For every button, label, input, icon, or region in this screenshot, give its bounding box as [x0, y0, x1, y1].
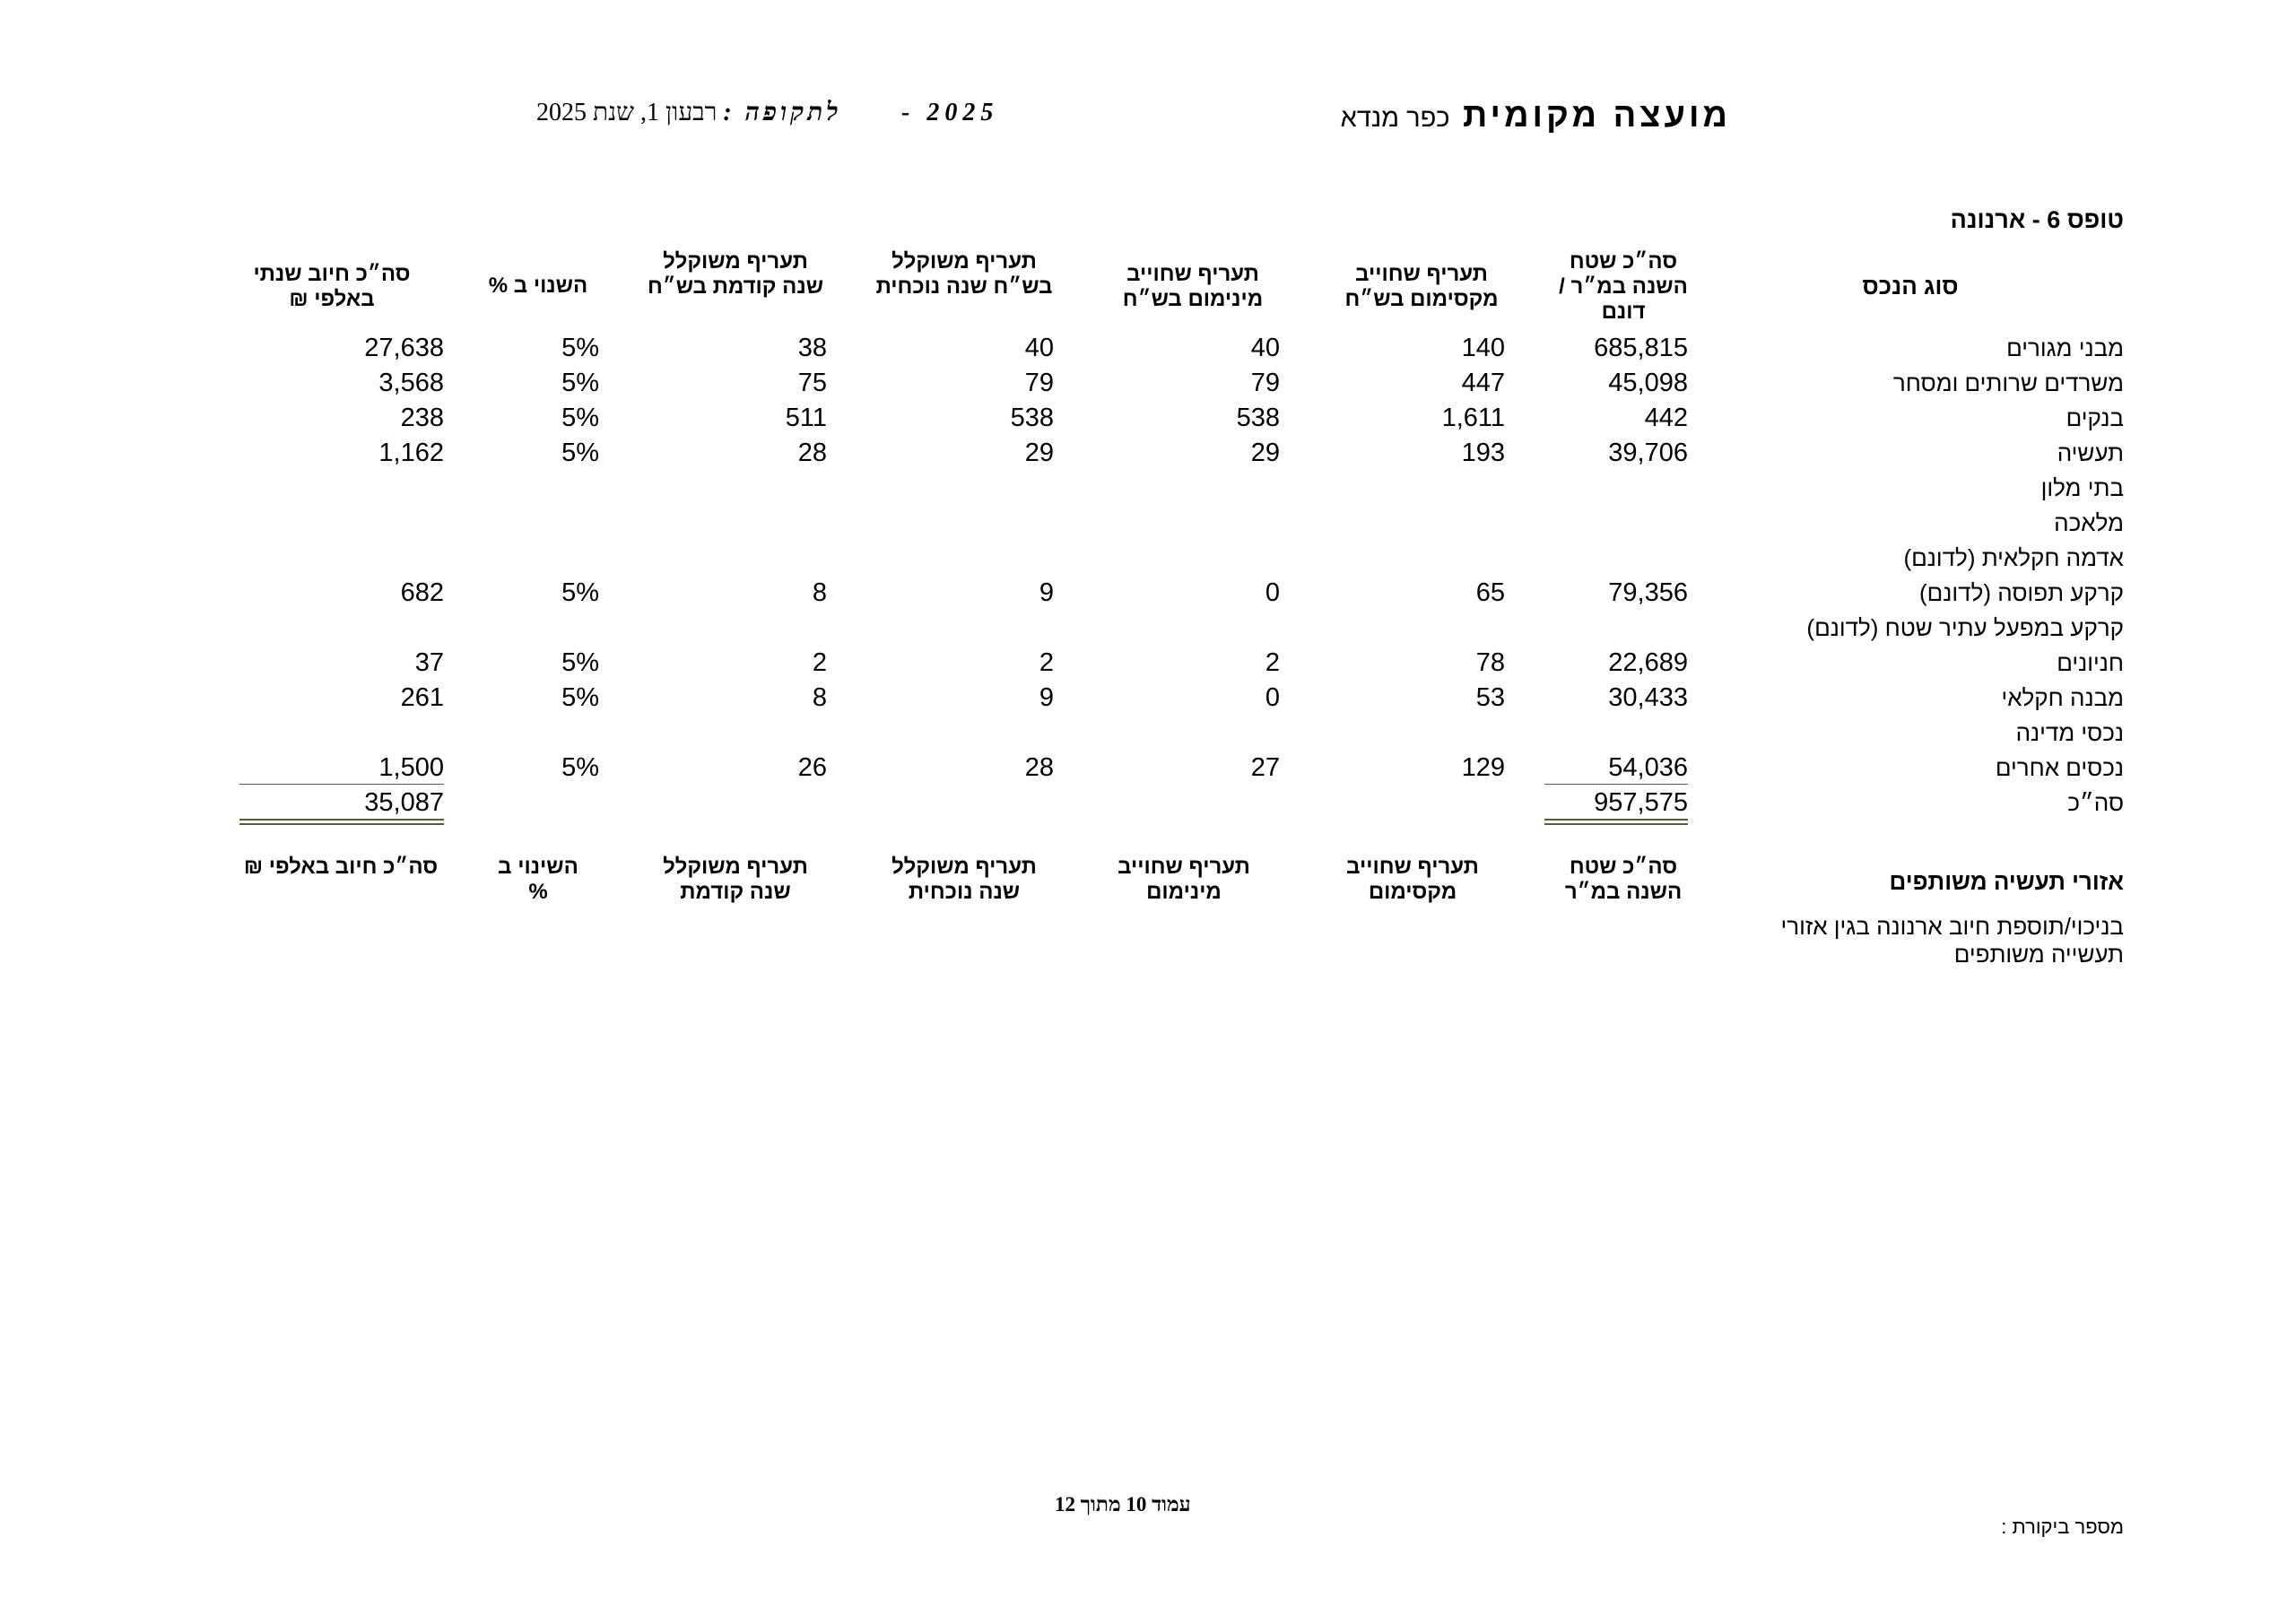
s2-col-change: השינוי ב % [498, 855, 578, 904]
cell-weighted-prev: 8 [812, 683, 827, 712]
cell-weighted-current: 538 [1010, 404, 1054, 432]
totals-area: 957,575 [1594, 788, 1688, 817]
col-max-header: תעריף שחוייב מקסימום בש״ח [1344, 262, 1499, 311]
cell-weighted-prev: 28 [797, 439, 827, 467]
page-number: עמוד 10 מתוך 12 [1055, 1493, 1191, 1515]
cell-weighted-current: 40 [1024, 334, 1054, 362]
row-label: תעשיה [2057, 439, 2124, 466]
s2-col-prev: תעריף משוקלל שנה קודמת [663, 855, 808, 904]
cell-max-rate: 193 [1461, 439, 1505, 467]
cell-weighted-prev: 75 [797, 369, 827, 397]
row-label: נכסי מדינה [2015, 719, 2124, 746]
cell-area: 79,356 [1608, 578, 1688, 607]
period-label: לתקופה : [723, 99, 842, 126]
col-change-header: השנוי ב % [488, 274, 588, 298]
cell-min-rate: 538 [1236, 404, 1280, 432]
cell-max-rate: 1,611 [1441, 404, 1505, 432]
s2-col-min: תעריף שחוייב מינימום [1118, 855, 1250, 904]
section2-note: בניכוי/תוספת חיוב ארנונה בגין אזורי תעשייה משותפים [1780, 913, 2124, 968]
cell-change: 5% [561, 369, 599, 397]
cell-max-rate: 140 [1461, 334, 1505, 362]
cell-change: 5% [561, 439, 599, 467]
cell-weighted-current: 29 [1024, 439, 1054, 467]
col-total-header: סה״כ חיוב שנתי באלפי ₪ [253, 262, 411, 311]
total-subtotal-line [239, 784, 444, 785]
cell-area: 54,036 [1608, 753, 1688, 782]
s2-col-max: תעריף שחוייב מקסימום [1346, 855, 1479, 904]
cell-max-rate: 53 [1475, 683, 1505, 712]
period-value: רבעון 1, שנת 2025 [536, 99, 718, 126]
cell-weighted-current: 28 [1024, 753, 1054, 782]
cell-weighted-prev: 38 [797, 334, 827, 362]
cell-change: 5% [561, 334, 599, 362]
cell-weighted-current: 2 [1039, 648, 1054, 677]
row-label: אדמה חקלאית (לדונם) [1903, 544, 2124, 571]
council-title [1341, 97, 1731, 135]
s2-col-total: סה״כ חיוב באלפי ₪ [243, 855, 439, 879]
cell-min-rate: 79 [1250, 369, 1280, 397]
cell-area: 442 [1644, 404, 1688, 432]
cell-area: 685,815 [1594, 334, 1688, 362]
cell-change: 5% [561, 753, 599, 782]
title-sub: כפר מנדא [1340, 104, 1450, 133]
cell-total: 27,638 [364, 334, 444, 362]
row-label: נכסים אחרים [1995, 754, 2124, 781]
cell-total: 37 [414, 648, 444, 677]
s2-col-cur: תעריף משוקלל שנה נוכחית [891, 855, 1037, 904]
totals-label: סה״כ [2067, 789, 2124, 816]
row-label: משרדים שרותים ומסחר [1892, 369, 2124, 396]
period [536, 99, 841, 127]
row-label: מלאכה [2054, 509, 2124, 536]
row-label: מבני מגורים [2006, 334, 2124, 361]
cell-weighted-current: 9 [1039, 683, 1054, 712]
cell-min-rate: 0 [1265, 683, 1280, 712]
cell-change: 5% [561, 648, 599, 677]
cell-area: 30,433 [1608, 683, 1688, 712]
cell-weighted-prev: 511 [785, 404, 827, 432]
control-number-label: מספר ביקורת : [2001, 1515, 2124, 1538]
cell-total: 682 [400, 578, 444, 607]
row-label: חניונים [2057, 649, 2124, 676]
cell-total: 3,568 [378, 369, 444, 397]
cell-max-rate: 78 [1475, 648, 1505, 677]
cell-change: 5% [561, 578, 599, 607]
cell-min-rate: 0 [1265, 578, 1280, 607]
row-label: בתי מלון [2040, 474, 2124, 501]
section2-title: אזורי תעשיה משותפים [1889, 868, 2124, 895]
row-label: קרקע תפוסה (לדונם) [1919, 579, 2124, 606]
col-weighted-prev-header: תעריף משוקלל שנה קודמת בש״ח [647, 249, 824, 299]
cell-total: 1,162 [378, 439, 444, 467]
cell-min-rate: 29 [1250, 439, 1280, 467]
cell-change: 5% [561, 404, 599, 432]
area-subtotal-line [1544, 784, 1688, 785]
cell-area: 22,689 [1608, 648, 1688, 677]
total-double-line [239, 819, 444, 825]
row-label: בנקים [2066, 404, 2124, 431]
cell-total: 238 [400, 404, 444, 432]
row-label: קרקע במפעל עתיר שטח (לדונם) [1806, 614, 2124, 641]
period-year: 2025 - [901, 99, 999, 126]
cell-total: 1,500 [378, 753, 444, 782]
area-total-double-line [1544, 819, 1688, 825]
cell-min-rate: 2 [1265, 648, 1280, 677]
cell-min-rate: 27 [1250, 753, 1280, 782]
cell-change: 5% [561, 683, 599, 712]
cell-total: 261 [400, 683, 444, 712]
cell-max-rate: 129 [1461, 753, 1505, 782]
totals-total: 35,087 [364, 788, 444, 817]
cell-max-rate: 65 [1475, 578, 1505, 607]
cell-min-rate: 40 [1250, 334, 1280, 362]
row-label: מבנה חקלאי [2001, 684, 2124, 711]
cell-max-rate: 447 [1461, 369, 1505, 397]
col-weighted-current-header: תעריף משוקלל בש״ח שנה נוכחית [875, 249, 1053, 299]
cell-area: 39,706 [1608, 439, 1688, 467]
col-min-header: תעריף שחוייב מינימום בש״ח [1122, 262, 1264, 311]
cell-weighted-current: 9 [1039, 578, 1054, 607]
cell-weighted-current: 79 [1024, 369, 1054, 397]
cell-weighted-prev: 8 [812, 578, 827, 607]
title-main: מועצה מקומית [1462, 97, 1731, 135]
cell-area: 45,098 [1608, 369, 1688, 397]
cell-weighted-prev: 2 [812, 648, 827, 677]
s2-col-area: סה״כ שטח השנה במ״ר [1564, 855, 1683, 904]
col-type-header: סוג הנכס [1862, 273, 1959, 300]
cell-weighted-prev: 26 [797, 753, 827, 782]
form-title: טופס 6 - ארנונה [1950, 206, 2124, 233]
col-area-header: סה״כ שטח השנה במ״ר / דונם [1559, 249, 1688, 324]
